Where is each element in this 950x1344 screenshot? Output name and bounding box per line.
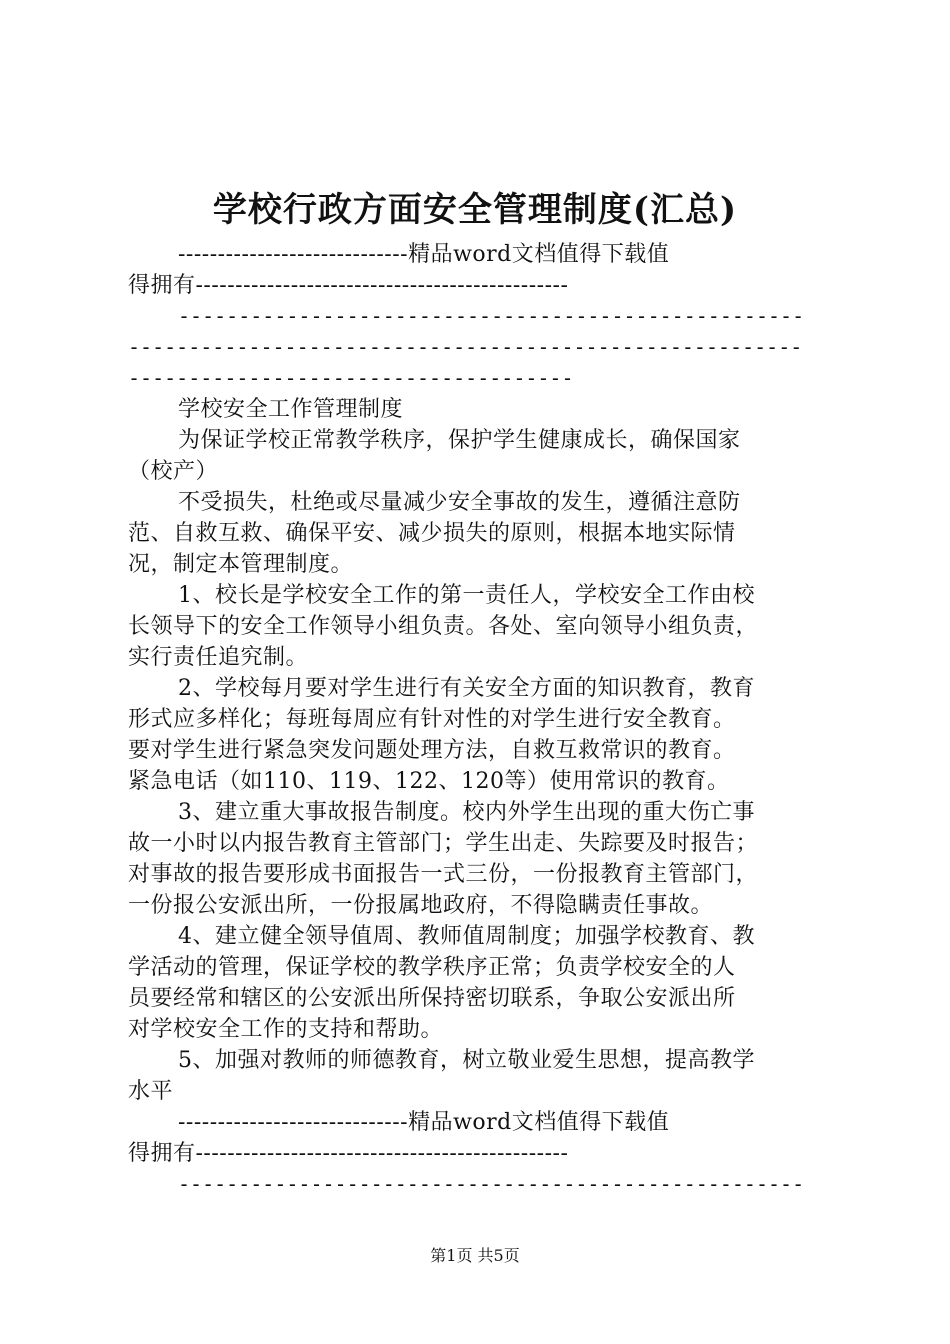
text-line: 得拥有----------------------------------------------- xyxy=(128,1141,569,1166)
text-line: （校产） xyxy=(128,459,219,484)
text-line: 学校安全工作管理制度 xyxy=(178,397,404,422)
text-line: 不受损失，杜绝或尽量减少安全事故的发生，遵循注意防 xyxy=(178,490,741,515)
text-line: ------------------------------------- xyxy=(128,366,574,390)
text-line: ---------------------------------------------------- xyxy=(178,1172,805,1196)
text-line: 实行责任追究制。 xyxy=(128,645,309,670)
text-line: 紧急电话（如110、119、122、120等）使用常识的教育。 xyxy=(128,769,730,794)
text-line: ---------------------------------------------------- xyxy=(178,304,805,328)
text-line: 2、学校每月要对学生进行有关安全方面的知识教育，教育 xyxy=(178,676,755,701)
text-line: 范、自救互救、确保平安、减少损失的原则，根据本地实际情 xyxy=(128,521,736,546)
text-line: 为保证学校正常教学秩序，保护学生健康成长，确保国家 xyxy=(178,428,741,453)
text-line: 对学校安全工作的支持和帮助。 xyxy=(128,1017,444,1042)
text-line: 得拥有----------------------------------------------- xyxy=(128,273,569,298)
text-line: 4、建立健全领导值周、教师值周制度；加强学校教育、教 xyxy=(178,924,755,949)
text-line: 形式应多样化；每班每周应有针对性的对学生进行安全教育。 xyxy=(128,707,736,732)
text-line: 要对学生进行紧急突发问题处理方法，自救互救常识的教育。 xyxy=(128,738,736,763)
text-line: -----------------------------精品word文档值得下载值 xyxy=(178,1110,670,1135)
text-line: -----------------------------精品word文档值得下载值 xyxy=(178,242,670,267)
text-line: 3、建立重大事故报告制度。校内外学生出现的重大伤亡事 xyxy=(178,800,755,825)
text-line: 水平 xyxy=(128,1079,174,1104)
text-line: 5、加强对教师的师德教育，树立敬业爱生思想，提高教学 xyxy=(178,1048,755,1073)
text-line: 学活动的管理，保证学校的教学秩序正常；负责学校安全的人 xyxy=(128,955,736,980)
text-line: 一份报公安派出所，一份报属地政府，不得隐瞒责任事故。 xyxy=(128,893,714,918)
text-line: 员要经常和辖区的公安派出所保持密切联系，争取公安派出所 xyxy=(128,986,736,1011)
text-line: 长领导下的安全工作领导小组负责。各处、室向领导小组负责， xyxy=(128,614,759,639)
text-line: 对事故的报告要形成书面报告一式三份，一份报教育主管部门， xyxy=(128,862,759,887)
text-line: 况，制定本管理制度。 xyxy=(128,552,354,577)
document-body xyxy=(128,208,833,1200)
document-title: 学校行政方面安全管理制度(汇总) xyxy=(212,190,738,230)
text-line: 1、校长是学校安全工作的第一责任人，学校安全工作由校 xyxy=(178,583,755,608)
page-footer: 第1页 共5页 xyxy=(430,1246,520,1265)
blank-line xyxy=(128,208,833,239)
text-line: -------------------------------------------------------- xyxy=(128,335,803,359)
text-line: 故一小时以内报告教育主管部门；学生出走、失踪要及时报告； xyxy=(128,831,759,856)
